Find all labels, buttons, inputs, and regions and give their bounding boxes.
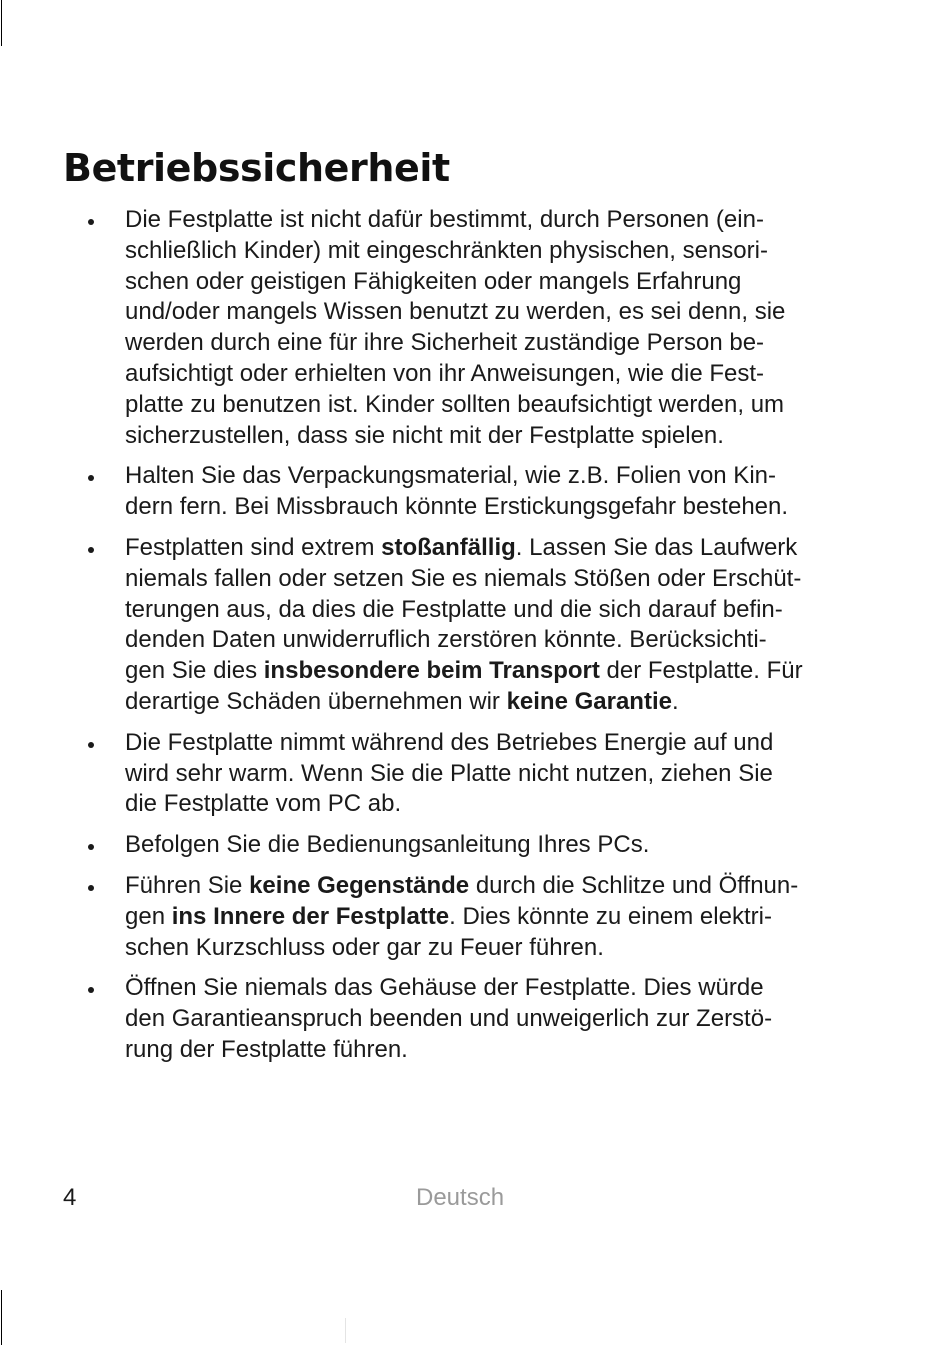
text-segment: . Lassen Sie das Laufwerk [515, 533, 798, 561]
bullet-text-line [125, 871, 950, 902]
text-segment: schen oder geistigen Fähigkeiten oder mangels Erfahrung [125, 267, 742, 295]
bullet-text-line [125, 267, 950, 298]
text-segment: sicherzustellen, dass sie nicht mit der Festplatte spielen. [125, 421, 724, 449]
text-segment: terungen aus, da dies die Festplatte und die sich darauf befin- [125, 595, 783, 623]
page-title: Betriebssicherheit [63, 146, 450, 190]
bullet-text-line [125, 728, 950, 759]
bullet-text-line [125, 656, 950, 687]
text-segment: rung der Festplatte führen. [125, 1035, 408, 1063]
text-segment: die Festplatte vom PC ab. [125, 790, 402, 818]
text-segment: schen Kurzschluss oder gar zu Feuer führen. [125, 933, 604, 961]
bullet-dot-icon [88, 987, 94, 993]
safety-bullet-list [0, 205, 950, 1076]
bullet-text-line [125, 328, 950, 359]
bullet-text-line [125, 595, 950, 626]
bullet-dot-icon [88, 219, 94, 225]
footer-language-label: Deutsch [416, 1184, 505, 1211]
bullet-text-line [125, 390, 950, 421]
text-segment: derartige Schäden übernehmen wir [125, 687, 507, 715]
text-segment: gen Sie dies [125, 657, 264, 685]
bullet-text-line [125, 1004, 950, 1035]
bullet-text-line [125, 461, 950, 492]
text-segment: werden durch eine für ihre Sicherheit zuständige Person be- [125, 329, 765, 357]
bullet-text-line [125, 973, 950, 1004]
page-number: 4 [63, 1184, 77, 1211]
text-segment: platte zu benutzen ist. Kinder sollten beaufsichtigt werden, um [125, 390, 785, 418]
bullet-item [0, 461, 950, 523]
bullet-text-line [125, 687, 950, 718]
bullet-item [0, 205, 950, 451]
text-segment: Halten Sie das Verpackungsmaterial, wie z.B. Folien von Kin- [125, 462, 776, 490]
emphasized-text: keine Gegenstände [249, 871, 470, 899]
bullet-text-line [125, 205, 950, 236]
bullet-text-line [125, 297, 950, 328]
text-segment: Die Festplatte nimmt während des Betriebes Energie auf und [125, 728, 774, 756]
emphasized-text: ins Innere der Festplatte [171, 902, 450, 930]
emphasized-text: stoßanfällig [381, 533, 516, 561]
text-segment: denden Daten unwiderruflich zerstören könnte. Berücksichti- [125, 626, 767, 654]
bullet-dot-icon [88, 844, 94, 850]
bullet-dot-icon [88, 885, 94, 891]
bullet-dot-icon [88, 742, 94, 748]
bullet-text-line [125, 625, 950, 656]
text-segment: wird sehr warm. Wenn Sie die Platte nicht nutzen, ziehen Sie [125, 759, 773, 787]
emphasized-text: insbesondere beim Transport [263, 657, 600, 685]
emphasized-text: keine Garantie [506, 687, 672, 715]
bullet-text-line [125, 421, 950, 452]
bullet-text-line [125, 1035, 950, 1066]
text-segment: Die Festplatte ist nicht dafür bestimmt, durch Personen (ein- [125, 206, 764, 233]
crop-mark-bottom-center [345, 1318, 346, 1343]
text-segment: und/oder mangels Wissen benutzt zu werden, es sei denn, sie [125, 298, 786, 326]
bullet-item [0, 830, 950, 861]
bullet-text-line [125, 789, 950, 820]
bullet-text-line [125, 236, 950, 267]
bullet-item [0, 533, 950, 718]
text-segment: durch die Schlitze und Öffnun- [469, 871, 799, 899]
crop-mark-top [1, 0, 2, 46]
crop-mark-bottom [1, 1290, 2, 1345]
text-segment: dern fern. Bei Missbrauch könnte Erstickungsgefahr bestehen. [125, 493, 789, 521]
bullet-text-line [125, 564, 950, 595]
bullet-item [0, 973, 950, 1065]
bullet-text-line [125, 759, 950, 790]
text-segment: Öffnen Sie niemals das Gehäuse der Festplatte. Dies würde [125, 974, 764, 1002]
text-segment: schließlich Kinder) mit eingeschränkten physischen, sensori- [125, 236, 768, 264]
bullet-text-line [125, 933, 950, 964]
bullet-item [0, 871, 950, 963]
bullet-text-line [125, 902, 950, 933]
bullet-text-line [125, 533, 950, 564]
text-segment: Festplatten sind extrem [125, 533, 382, 561]
text-segment: . Dies könnte zu einem elektri- [449, 902, 772, 930]
bullet-dot-icon [88, 475, 94, 481]
text-segment: niemals fallen oder setzen Sie es niemals Stößen oder Erschüt- [125, 564, 802, 592]
text-segment: aufsichtigt oder erhielten von ihr Anweisungen, wie die Fest- [125, 359, 765, 387]
text-segment: der Festplatte. Für [599, 657, 803, 685]
text-segment: den Garantieanspruch beenden und unweigerlich zur Zerstö- [125, 1005, 773, 1033]
bullet-text-line [125, 359, 950, 390]
bullet-dot-icon [88, 547, 94, 553]
text-segment: . [671, 687, 679, 715]
text-segment: Befolgen Sie die Bedienungsanleitung Ihres PCs. [125, 831, 650, 859]
bullet-item [0, 728, 950, 820]
bullet-text-line [125, 830, 950, 861]
text-segment: Führen Sie [125, 871, 250, 899]
text-segment: gen [125, 902, 172, 930]
bullet-text-line [125, 492, 950, 523]
